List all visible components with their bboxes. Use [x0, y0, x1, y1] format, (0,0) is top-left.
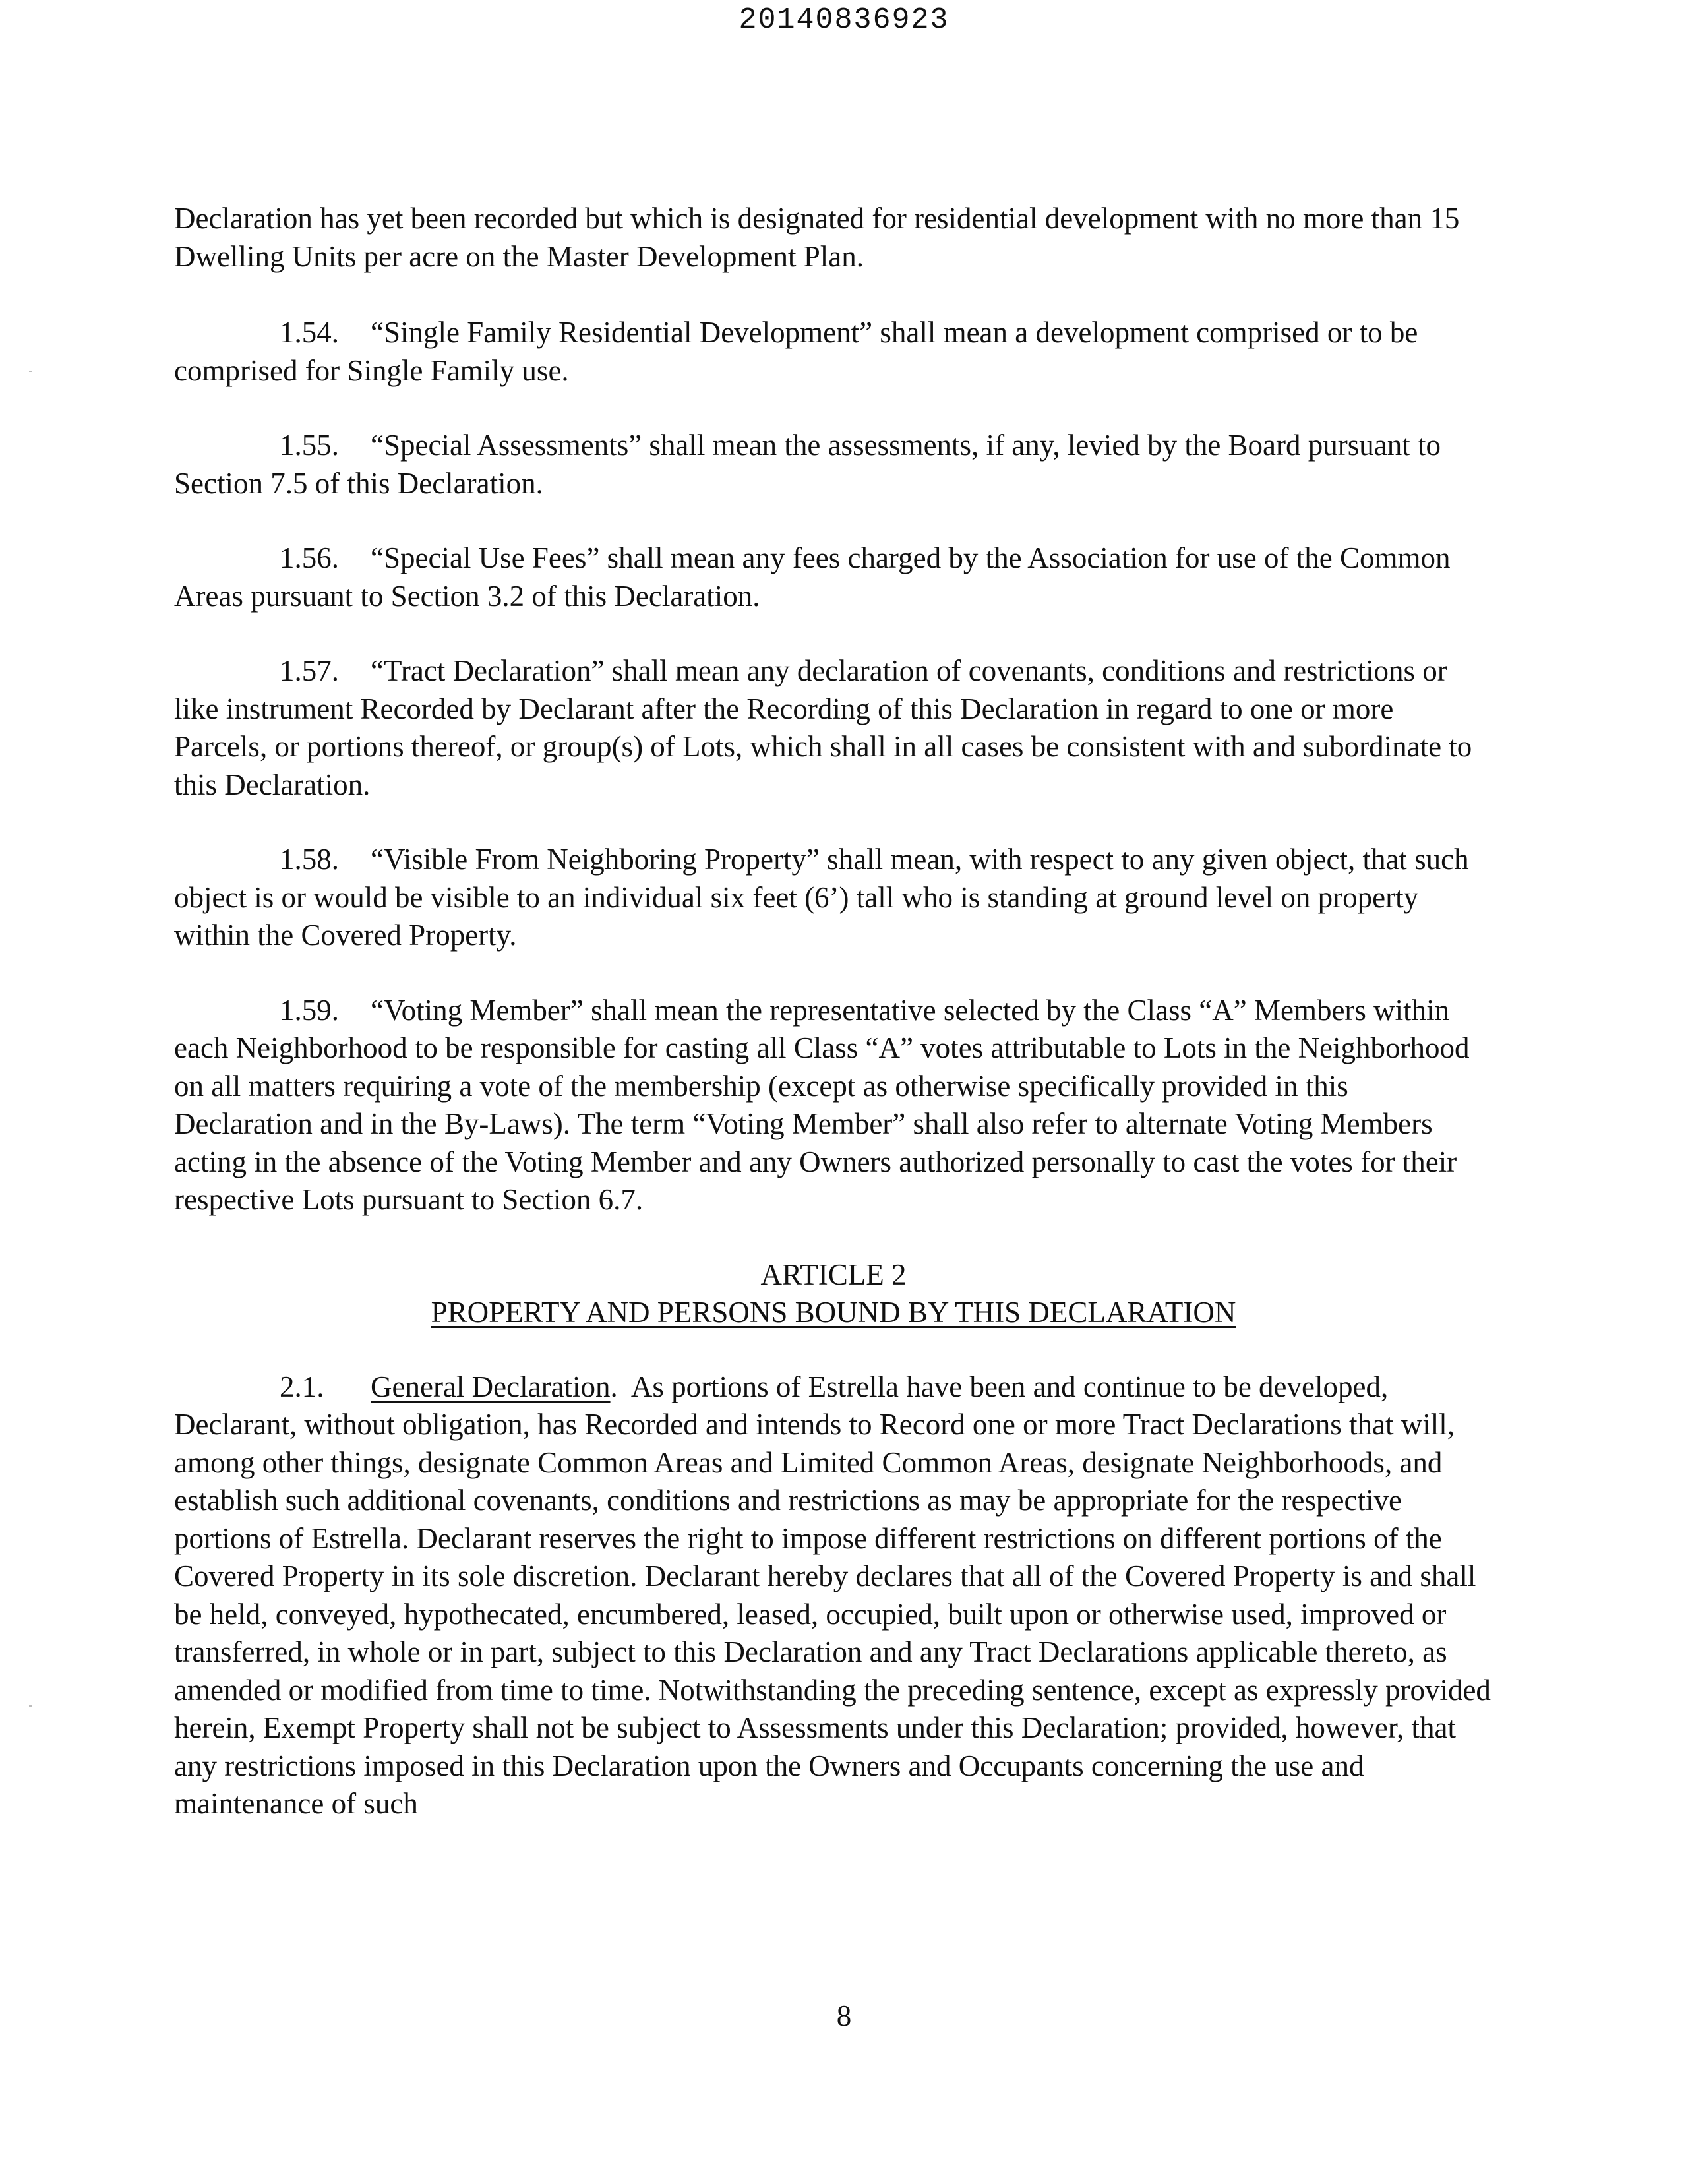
article-label: ARTICLE 2	[760, 1258, 907, 1291]
definition-1-56	[174, 539, 1493, 615]
scan-speck	[29, 1705, 32, 1707]
document-number: 20140836923	[738, 3, 950, 37]
definition-number: 1.56.	[280, 541, 339, 574]
section-title: General Declaration	[371, 1370, 611, 1403]
definition-number: 1.59.	[280, 993, 339, 1027]
definition-1-54	[174, 314, 1493, 390]
page-number: 8	[836, 1999, 852, 2032]
paragraph-text: Declaration has yet been recorded but which is designated for residential development with no more than 15 Dwelling Units per acre on the Master Development Plan.	[174, 202, 1460, 273]
paragraph-continued	[174, 200, 1493, 276]
definition-number: 1.58.	[280, 843, 339, 876]
definition-text: “Special Assessments” shall mean the assessments, if any, levied by the Board pursuant to Section 7.5 of this Declaration.	[174, 429, 1441, 500]
definition-text: “Single Family Residential Development” shall mean a development comprised or to be comprised for Single Family use.	[174, 316, 1418, 387]
definition-number: 1.55.	[280, 429, 339, 462]
definition-1-58	[174, 841, 1493, 955]
section-text: As portions of Estrella have been and continue to be developed, Declarant, without obligation, has Recorded and intends to Record one or more Tract Declarations that will, among other things, designate Common Areas and Limited Common Areas, designate Neighborhoods, and establish such additional covenants, conditions and restrictions as may be appropriate for the respective portions of Estrella. Declarant reserves the right to impose different restrictions on different portions of the Covered Property in its sole discretion. Declarant hereby declares that all of the Covered Property is and shall be held, conveyed, hypothecated, encumbered, leased, occupied, built upon or otherwise used, improved or transferred, in whole or in part, subject to this Declaration and any Tract Declarations applicable thereto, as amended or modified from time to time. Notwithstanding the preceding sentence, except as expressly provided herein, Exempt Property shall not be subject to Assessments under this Declaration; provided, however, that any restrictions imposed in this Declaration upon the Owners and Occupants concerning the use and maintenance of such	[174, 1370, 1491, 1820]
definition-text: “Voting Member” shall mean the representative selected by the Class “A” Members within each Neighborhood to be responsible for casting all Class “A” votes attributable to Lots in the Neighborhood on all matters requiring a vote of the membership (except as otherwise specifically provided in this Declaration and in the By-Laws). The term “Voting Member” shall also refer to alternate Voting Members acting in the absence of the Voting Member and any Owners authorized personally to cast the votes for their respective Lots pursuant to Section 6.7.	[174, 993, 1470, 1216]
definition-text: “Tract Declaration” shall mean any declaration of covenants, conditions and restrictions or like instrument Recorded by Declarant after the Recording of this Declaration in regard to one or more Parcels, or portions thereof, or group(s) of Lots, which shall in all cases be consistent with and subordinate to this Declaration.	[174, 654, 1472, 801]
section-number: 2.1.	[280, 1370, 324, 1403]
section-title-punct: .	[610, 1370, 618, 1403]
definition-1-55	[174, 427, 1493, 502]
definition-1-57	[174, 652, 1493, 804]
definition-text: “Special Use Fees” shall mean any fees charged by the Association for use of the Common Areas pursuant to Section 3.2 of this Declaration.	[174, 541, 1451, 613]
section-2-1	[174, 1368, 1493, 1823]
page-body	[174, 200, 1493, 1823]
definition-number: 1.54.	[280, 316, 339, 349]
definition-1-59	[174, 992, 1493, 1219]
article-header	[174, 1256, 1493, 1331]
definition-text: “Visible From Neighboring Property” shall mean, with respect to any given object, that such object is or would be visible to an individual six feet (6’) tall who is standing at ground level on property within the Covered Property.	[174, 843, 1469, 952]
article-heading: PROPERTY AND PERSONS BOUND BY THIS DECLARATION	[431, 1295, 1236, 1329]
scan-speck	[29, 371, 32, 372]
definition-number: 1.57.	[280, 654, 339, 687]
